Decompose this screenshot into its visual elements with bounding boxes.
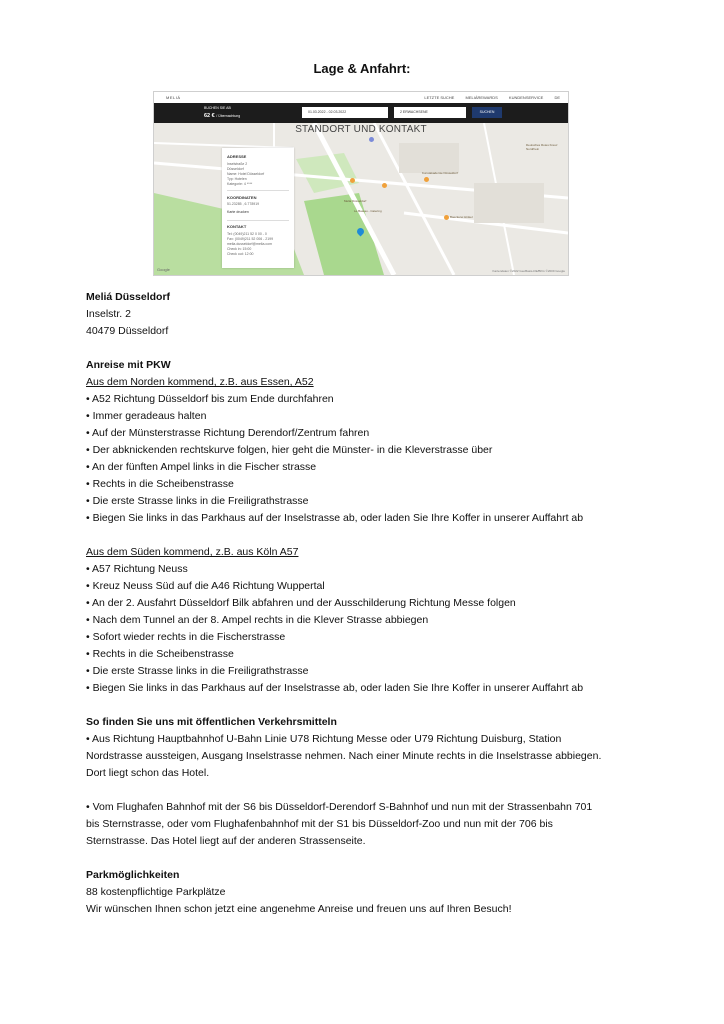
- north-step: • Rechts in die Scheibenstrasse: [86, 478, 234, 490]
- south-step: • Biegen Sie links in das Parkhaus auf der Inselstrasse ab, oder laden Sie Ihre Koffer in unserer Auffahrt ab: [86, 682, 584, 694]
- location-info-card: [222, 148, 294, 268]
- poi-marker-icon[interactable]: [350, 178, 355, 183]
- nav-item-rewards[interactable]: MELIÁREWARDS: [465, 95, 498, 100]
- contact-line: Check out: 12:00: [227, 252, 254, 256]
- print-map-link[interactable]: Karte drucken: [227, 210, 249, 214]
- south-step: • An der 2. Ausfahrt Düsseldorf Bilk abfahren und der Ausschilderung Richtung Messe folgen: [86, 597, 516, 609]
- nav-item-service[interactable]: KUNDENSERVICE: [508, 95, 544, 100]
- south-step: • A57 Richtung Neuss: [86, 563, 188, 575]
- public-text-line: • Aus Richtung Hauptbahnhof U-Bahn Linie U78 Richtung Messe oder U79 Richtung Duisburg, Station: [86, 733, 562, 745]
- poi-marker-icon[interactable]: [444, 215, 449, 220]
- address-line: Name: Hotel Düsseldorf: [227, 172, 265, 176]
- divider: [227, 220, 289, 221]
- page-title: Lage & Anfahrt:: [313, 61, 411, 76]
- south-heading: Aus dem Süden kommend, z.B. aus Köln A57: [86, 546, 299, 558]
- contact-line: Check in: 15:00: [227, 247, 252, 251]
- date-field[interactable]: 01.03.2022 - 02.03.2022: [302, 107, 388, 118]
- address-line: Kategorie: 4 ****: [227, 182, 253, 186]
- price: [204, 113, 240, 119]
- north-step: • A52 Richtung Düsseldorf bis zum Ende durchfahren: [86, 393, 334, 405]
- address-line: Typ: Hotelen: [227, 177, 247, 181]
- public-text-line: bis Sternstrasse, oder vom Flughafenbahnhof mit der S1 bis Düsseldorf-Zoo und nun mit der 706 bis: [86, 818, 553, 830]
- south-step: • Die erste Strasse links in die Freiligrathstrasse: [86, 665, 309, 677]
- address-title: ADRESSE: [227, 154, 247, 159]
- price-value: 62 €: [204, 113, 215, 119]
- guests-field[interactable]: 2 ERWACHSENE: [394, 107, 466, 118]
- public-text-line: Sternstrasse. Das Hotel liegt auf der anderen Strassenseite.: [86, 835, 366, 847]
- parking-count: 88 kostenpflichtige Parkplätze: [86, 886, 226, 898]
- nav-item-language[interactable]: DE: [554, 95, 560, 100]
- parking-heading: Parkmöglichkeiten: [86, 869, 180, 881]
- contact-line: Fax: (0049)211 52 006 - 2199: [227, 237, 274, 241]
- map-label: Melia Düsseldorf: [344, 199, 367, 203]
- contact-line[interactable]: melia.dusseldorf@melia.com: [227, 242, 272, 246]
- site-nav: [414, 95, 560, 100]
- coords-title: KOORDINATEN: [227, 195, 257, 200]
- hotel-city: 40479 Düsseldorf: [86, 325, 169, 337]
- south-step: • Rechts in die Scheibenstrasse: [86, 648, 234, 660]
- hotel-name: Meliá Düsseldorf: [86, 291, 171, 303]
- map-label: Deutsches Rotes Kreuz Nordrhein: [526, 143, 558, 151]
- public-text-line: Dort liegt schon das Hotel.: [86, 767, 210, 779]
- poi-marker-icon[interactable]: [424, 177, 429, 182]
- website-screenshot: [153, 91, 569, 276]
- public-text-line: • Vom Flughafen Bahnhof mit der S6 bis Düsseldorf-Derendorf S-Bahnhof und nun mit der Strassenbahn 701: [86, 801, 593, 813]
- google-logo: Google: [157, 267, 170, 272]
- divider: [227, 190, 289, 191]
- north-step: • Auf der Münsterstrasse Richtung Derendorf/Zentrum fahren: [86, 427, 370, 439]
- map-label: Le Bateau - Catering: [354, 209, 382, 213]
- address-line: Inselstraße 2: [227, 162, 248, 166]
- map[interactable]: [154, 123, 568, 275]
- coords-value: 51.23285 , 6.778919: [227, 202, 260, 206]
- address-line: Düsseldorf: [227, 167, 244, 171]
- map-label: Baeckerei Hinkel: [450, 215, 473, 219]
- public-text-line: Nordstrasse aussteigen, Ausgang Inselstrasse nehmen. Nach einer Minute rechts in die Inselstrasse abbiegen.: [86, 750, 602, 762]
- south-step: • Nach dem Tunnel an der 8. Ampel rechts in die Klever Strasse abbiegen: [86, 614, 429, 626]
- closing-text: Wir wünschen Ihnen schon jetzt eine angenehme Anreise und freuen uns auf Ihren Besuch!: [86, 903, 512, 915]
- south-step: • Kreuz Neuss Süd auf die A46 Richtung Wuppertal: [86, 580, 325, 592]
- hotel-street: Inselstr. 2: [86, 308, 131, 320]
- book-label: BUCHEN SIE AB: [204, 106, 231, 110]
- search-button[interactable]: SUCHEN: [472, 107, 502, 118]
- public-heading: So finden Sie uns mit öffentlichen Verkehrsmitteln: [86, 716, 337, 728]
- contact-title: KONTAKT: [227, 224, 247, 229]
- north-step: • Der abknickenden rechtskurve folgen, hier geht die Münster- in die Kleverstrasse über: [86, 444, 493, 456]
- south-step: • Sofort wieder rechts in die Fischerstrasse: [86, 631, 286, 643]
- car-heading: Anreise mit PKW: [86, 359, 171, 371]
- poi-marker-icon[interactable]: [369, 137, 374, 142]
- north-step: • Immer geradeaus halten: [86, 410, 207, 422]
- section-heading: STANDORT UND KONTAKT: [295, 124, 427, 135]
- north-heading: Aus dem Norden kommend, z.B. aus Essen, A52: [86, 376, 314, 388]
- north-step: • Die erste Strasse links in die Freiligrathstrasse: [86, 495, 309, 507]
- north-step: • An der fünften Ampel links in die Fischer strasse: [86, 461, 317, 473]
- map-label: Kunstakademie Düsseldorf: [422, 171, 458, 175]
- map-terms[interactable]: Kartendaten ©2022 GeoBasis-DE/BKG ©2009 Google: [492, 269, 565, 273]
- north-step: • Biegen Sie links in das Parkhaus auf der Inselstrasse ab, oder laden Sie Ihre Koffer in unserer Auffahrt ab: [86, 512, 584, 524]
- price-unit: / Übernachtung: [216, 114, 241, 118]
- melia-logo: MELIÁ: [166, 95, 181, 100]
- poi-marker-icon[interactable]: [382, 183, 387, 188]
- contact-line: Tel: (0049)211 52 0 00 - 0: [227, 232, 267, 236]
- nav-item-last-search[interactable]: LETZTE SUCHE: [424, 95, 455, 100]
- booking-bar: [154, 103, 568, 123]
